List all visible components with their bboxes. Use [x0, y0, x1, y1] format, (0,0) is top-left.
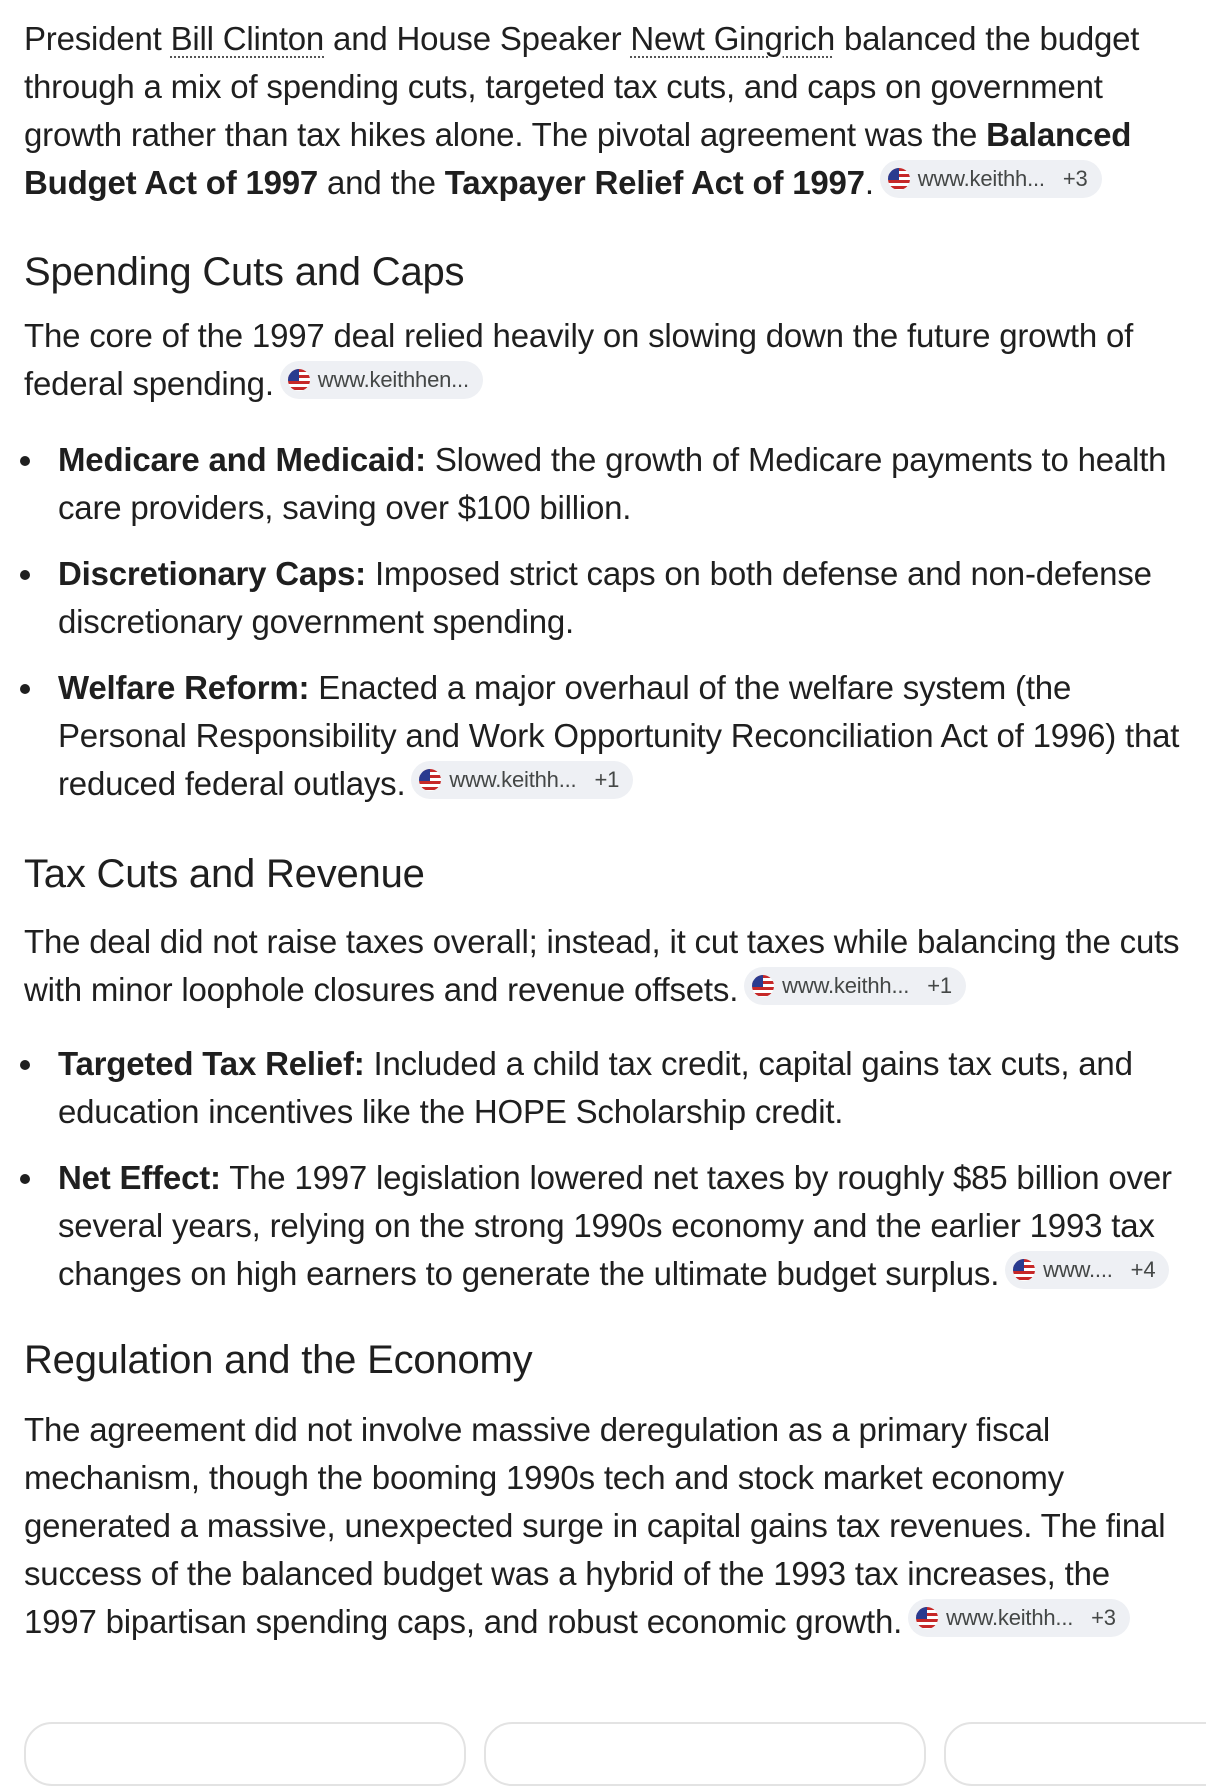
- list-item: [24, 1040, 1184, 1136]
- entity-link-newt-gingrich[interactable]: Newt Gingrich: [630, 20, 835, 57]
- section-paragraph: [24, 1406, 1179, 1646]
- source-chip-site: www.keithh...: [946, 1605, 1074, 1630]
- section-paragraph: [24, 312, 1174, 408]
- source-chip[interactable]: [880, 160, 1102, 198]
- source-chip-count: +4: [1130, 1257, 1156, 1282]
- bold-term: Taxpayer Relief Act of 1997: [444, 164, 865, 201]
- source-card[interactable]: [944, 1722, 1206, 1786]
- intro-text: and the: [318, 164, 445, 201]
- section-paragraph: [24, 918, 1184, 1014]
- us-flag-icon: [288, 369, 310, 391]
- entity-link-bill-clinton[interactable]: Bill Clinton: [170, 20, 325, 57]
- us-flag-icon: [752, 975, 774, 997]
- us-flag-icon: [888, 168, 910, 190]
- paragraph-text: The core of the 1997 deal relied heavily on slowing down the future growth of federal spending.: [24, 317, 1134, 402]
- intro-text: and House Speaker: [324, 20, 631, 57]
- bullet-text: Imposed strict caps on both defense and non-defense discretionary government spending.: [58, 555, 1152, 640]
- source-chip-site: www.keithh...: [449, 767, 577, 792]
- list-item: [24, 1154, 1184, 1298]
- source-chip[interactable]: [908, 1599, 1130, 1637]
- list-item: [24, 664, 1184, 808]
- section-heading: Tax Cuts and Revenue: [24, 852, 425, 896]
- source-chip-site: www.keithh...: [917, 166, 1045, 191]
- us-flag-icon: [1013, 1259, 1035, 1281]
- bullet-label: Welfare Reform:: [58, 669, 310, 706]
- bullet-text: The 1997 legislation lowered net taxes by roughly $85 billion over several years, relying on the strong 1990s economy and the earlier 1993 tax changes on high earners to generate the ultimate budget surplus.: [58, 1159, 1172, 1292]
- bullet-label: Targeted Tax Relief:: [58, 1045, 365, 1082]
- intro-text: President: [24, 20, 171, 57]
- section-heading: Spending Cuts and Caps: [24, 250, 465, 294]
- bullet-text: Enacted a major overhaul of the welfare system (the Personal Responsibility and Work Opportunity Reconciliation Act of 1996) that reduced federal outlays.: [58, 669, 1180, 802]
- source-chip-count: +1: [927, 973, 952, 998]
- source-card[interactable]: [24, 1722, 466, 1786]
- intro-text: .: [864, 164, 874, 201]
- intro-paragraph: [24, 15, 1174, 207]
- bullet-label: Discretionary Caps:: [58, 555, 366, 592]
- source-chip[interactable]: [280, 361, 483, 399]
- source-chip[interactable]: [744, 967, 966, 1005]
- bullet-text: Included a child tax credit, capital gains tax cuts, and education incentives like the HOPE Scholarship credit.: [58, 1045, 1133, 1130]
- bullet-list: [24, 436, 1184, 808]
- section-heading: Regulation and the Economy: [24, 1338, 533, 1382]
- source-chip-site: www....: [1043, 1257, 1113, 1282]
- paragraph-text: The agreement did not involve massive deregulation as a primary fiscal mechanism, though the booming 1990s tech and stock market economy generated a massive, unexpected surge in capital gains tax revenues. The final success of the balanced budget was a hybrid of the 1993 tax increases, the 1997 bipartisan spending caps, and robust economic growth.: [24, 1411, 1166, 1640]
- source-cards-row: [24, 1722, 1206, 1762]
- source-chip[interactable]: [411, 761, 633, 799]
- source-chip-site: www.keithh...: [782, 973, 910, 998]
- source-chip-site: www.keithhen...: [317, 367, 469, 392]
- bullet-text: Slowed the growth of Medicare payments to health care providers, saving over $100 billion.: [58, 441, 1167, 526]
- source-chip[interactable]: [1005, 1251, 1169, 1289]
- bold-term: Balanced Budget Act of 1997: [24, 116, 1132, 201]
- list-item: [24, 436, 1184, 532]
- source-chip-count: +3: [1091, 1605, 1116, 1630]
- intro-text: balanced the budget through a mix of spending cuts, targeted tax cuts, and caps on government growth rather than tax hikes alone. The pivotal agreement was the: [24, 20, 1140, 153]
- bullet-list: [24, 1040, 1184, 1298]
- bullet-label: Medicare and Medicaid:: [58, 441, 426, 478]
- list-item: [24, 550, 1184, 646]
- paragraph-text: The deal did not raise taxes overall; instead, it cut taxes while balancing the cuts with minor loophole closures and revenue offsets.: [24, 923, 1180, 1008]
- source-chip-count: +1: [594, 767, 620, 792]
- source-chip-count: +3: [1062, 166, 1088, 191]
- us-flag-icon: [916, 1607, 938, 1629]
- bullet-label: Net Effect:: [58, 1159, 221, 1196]
- us-flag-icon: [419, 769, 441, 791]
- source-card[interactable]: [484, 1722, 926, 1786]
